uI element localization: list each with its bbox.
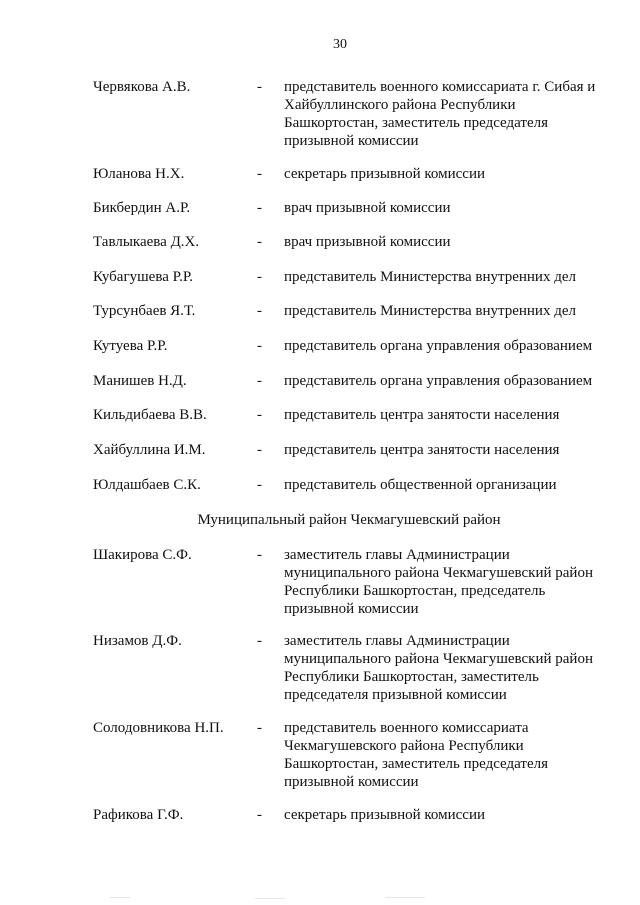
member-role xyxy=(284,546,614,618)
member-name: Солодовникова Н.П. xyxy=(93,720,224,736)
role-line: представитель центра занятости населения xyxy=(284,442,560,458)
role-line: секретарь призывной комиссии xyxy=(284,807,486,823)
member-role xyxy=(284,337,614,355)
member-role xyxy=(284,78,614,150)
member-name: Тавлыкаева Д.Х. xyxy=(93,234,200,250)
member-role xyxy=(284,441,614,459)
separator-dash: - xyxy=(257,166,262,182)
member-role xyxy=(284,165,614,183)
separator-dash: - xyxy=(257,807,262,823)
member-name: Манишев Н.Д. xyxy=(93,373,187,389)
separator-dash: - xyxy=(257,407,262,423)
role-line: призывной комиссии xyxy=(284,601,419,617)
page-number: 30 xyxy=(333,37,347,52)
member-role xyxy=(284,199,614,217)
member-name: Юланова Н.Х. xyxy=(93,166,185,182)
member-role xyxy=(284,632,614,704)
separator-dash: - xyxy=(257,442,262,458)
role-line: Хайбуллинского района Республики xyxy=(284,97,516,113)
scan-artifact xyxy=(385,897,425,898)
role-line: Чекмагушевского района Республики xyxy=(284,738,524,754)
separator-dash: - xyxy=(257,269,262,285)
scan-artifact xyxy=(110,897,130,898)
member-name: Шакирова С.Ф. xyxy=(93,547,192,563)
member-name: Турсунбаев Я.Т. xyxy=(93,303,196,319)
role-line: представитель общественной организации xyxy=(284,477,557,493)
separator-dash: - xyxy=(257,79,262,95)
member-role xyxy=(284,476,614,494)
member-name: Кутуева Р.Р. xyxy=(93,338,168,354)
role-line: представитель военного комиссариата г. Сибая и xyxy=(284,79,596,95)
role-line: представитель центра занятости населения xyxy=(284,407,560,423)
role-line: представитель органа управления образованием xyxy=(284,373,593,389)
role-line: представитель Министерства внутренних дел xyxy=(284,269,576,285)
separator-dash: - xyxy=(257,477,262,493)
member-role xyxy=(284,233,614,251)
separator-dash: - xyxy=(257,234,262,250)
role-line: Республики Башкортостан, председатель xyxy=(284,583,546,599)
role-line: муниципального района Чекмагушевский район xyxy=(284,651,593,667)
role-line: Башкортостан, заместитель председателя xyxy=(284,115,549,131)
separator-dash: - xyxy=(257,303,262,319)
member-role xyxy=(284,806,614,824)
separator-dash: - xyxy=(257,373,262,389)
separator-dash: - xyxy=(257,200,262,216)
separator-dash: - xyxy=(257,720,262,736)
role-line: заместитель главы Администрации xyxy=(284,547,510,563)
scan-artifact xyxy=(255,898,285,899)
section-title: Муниципальный район Чекмагушевский район xyxy=(197,512,501,528)
role-line: представитель органа управления образованием xyxy=(284,338,593,354)
role-line: председателя призывной комиссии xyxy=(284,687,507,703)
role-line: представитель Министерства внутренних дел xyxy=(284,303,576,319)
role-line: Республики Башкортостан, заместитель xyxy=(284,669,539,685)
role-line: врач призывной комиссии xyxy=(284,234,451,250)
member-name: Юлдашбаев С.К. xyxy=(93,477,201,493)
separator-dash: - xyxy=(257,547,262,563)
member-name: Низамов Д.Ф. xyxy=(93,633,182,649)
role-line: Башкортостан, заместитель председателя xyxy=(284,756,549,772)
member-name: Рафикова Г.Ф. xyxy=(93,807,184,823)
member-role xyxy=(284,302,614,320)
member-role xyxy=(284,372,614,390)
role-line: секретарь призывной комиссии xyxy=(284,166,486,182)
member-name: Бикбердин А.Р. xyxy=(93,200,191,216)
separator-dash: - xyxy=(257,338,262,354)
role-line: призывной комиссии xyxy=(284,133,419,149)
member-role xyxy=(284,406,614,424)
role-line: муниципального района Чекмагушевский район xyxy=(284,565,593,581)
member-role xyxy=(284,719,614,791)
role-line: призывной комиссии xyxy=(284,774,419,790)
member-name: Червякова А.В. xyxy=(93,79,191,95)
member-name: Кильдибаева В.В. xyxy=(93,407,207,423)
role-line: врач призывной комиссии xyxy=(284,200,451,216)
role-line: заместитель главы Администрации xyxy=(284,633,510,649)
role-line: представитель военного комиссариата xyxy=(284,720,529,736)
member-name: Хайбуллина И.М. xyxy=(93,442,206,458)
member-role xyxy=(284,268,614,286)
member-name: Кубагушева Р.Р. xyxy=(93,269,194,285)
separator-dash: - xyxy=(257,633,262,649)
